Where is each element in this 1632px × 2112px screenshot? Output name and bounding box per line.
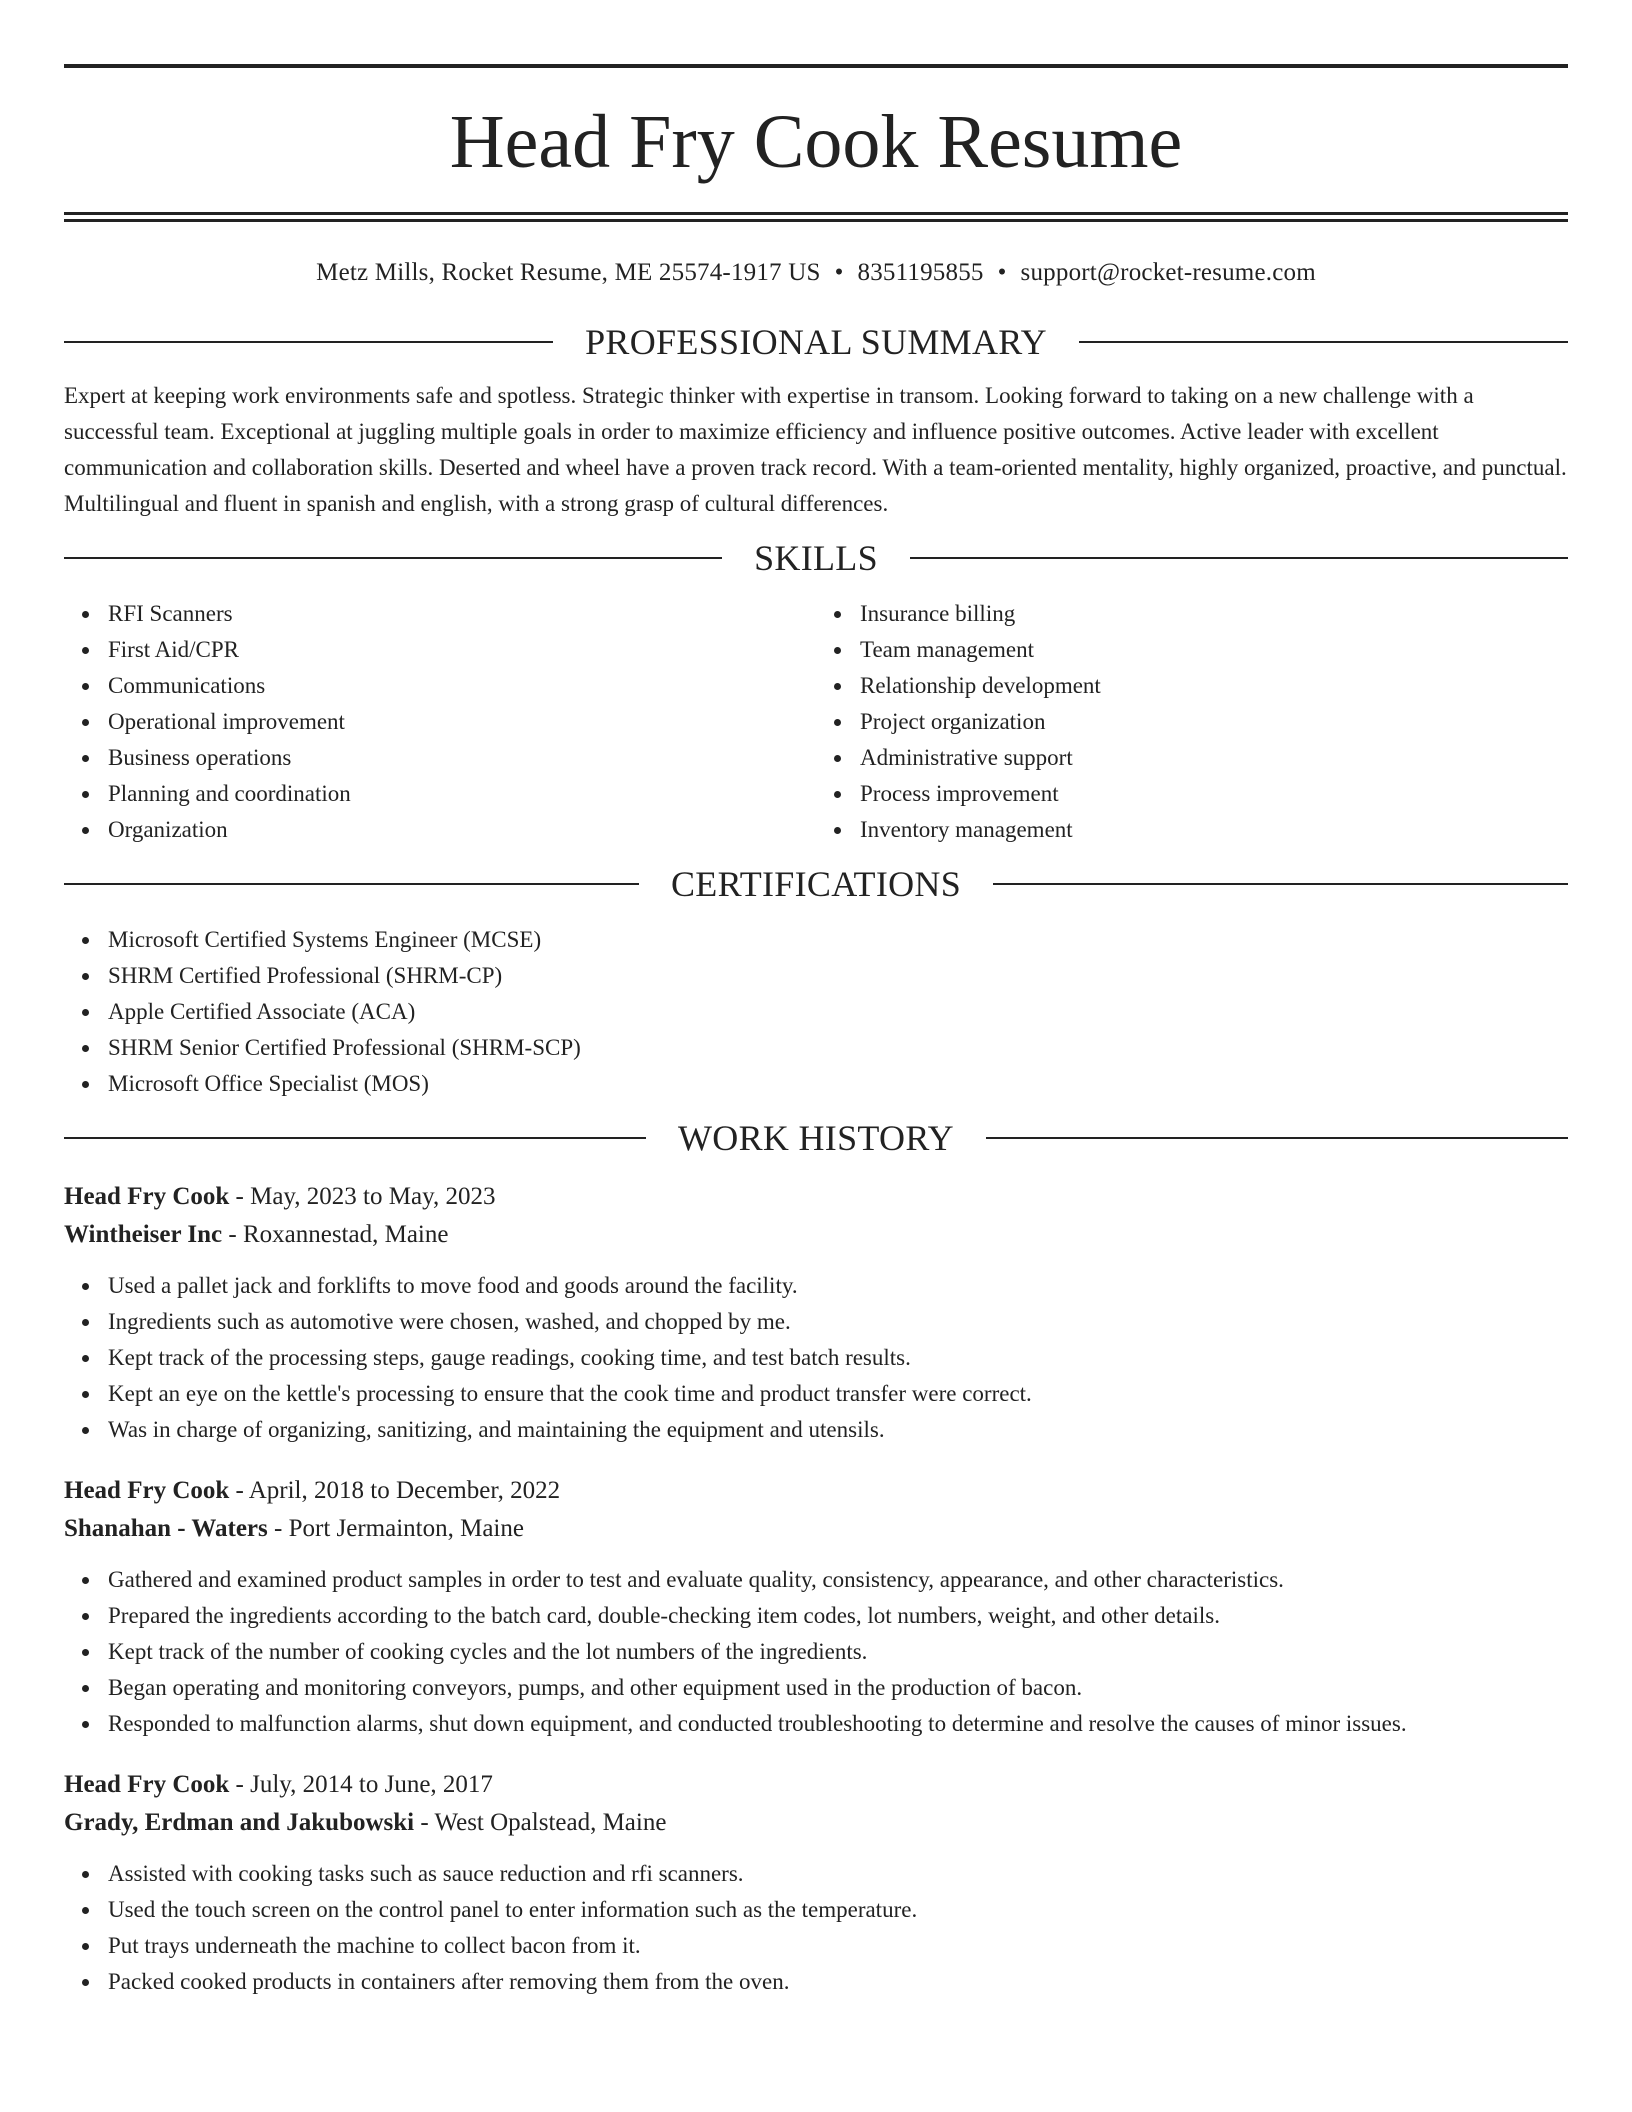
job-bullet: Responded to malfunction alarms, shut down equipment, and conducted troubleshooting to determine and resolve the causes of minor issues. [108,1706,1568,1742]
job-dates: - April, 2018 to December, 2022 [229,1477,561,1504]
job-bullet: Put trays underneath the machine to collect bacon from it. [108,1928,1568,1964]
skill-item: Communications [108,668,816,704]
skill-item: RFI Scanners [108,596,816,632]
heading-rule-left [64,1137,646,1139]
job-bullet: Gathered and examined product samples in order to test and evaluate quality, consistency, appearance, and other characteristics. [108,1562,1568,1598]
job-entry [64,1472,1568,1742]
certifications-heading-label: CERTIFICATIONS [670,864,962,904]
job-title: Head Fry Cook [64,1183,230,1210]
summary-text: Expert at keeping work environments safe and spotless. Strategic thinker with expertise in transom. Looking forward to taking on a new challenge with a successful team. Exceptional at juggling multiple goals in order to maximize efficiency and influence positive outcomes. Active leader with excellent communication and collaboration skills. Deserted and wheel have a proven track record. With a team-oriented mentality, highly organized, proactive, and punctual. Multilingual and fluent in spanish and english, with a strong grasp of cultural differences. [64,383,1567,516]
contact-email: support@rocket-resume.com [1020,259,1316,286]
certification-item: Microsoft Certified Systems Engineer (MCSE) [108,922,1568,958]
skills-heading [64,536,1568,580]
certification-item: Microsoft Office Specialist (MOS) [108,1066,1568,1102]
heading-rule-right [993,883,1568,885]
job-location: - Port Jermainton, Maine [267,1515,524,1542]
skill-item: Insurance billing [860,596,1568,632]
job-title: Head Fry Cook [64,1477,230,1504]
job-company: Grady, Erdman and Jakubowski [64,1809,415,1836]
work-heading [64,1116,1568,1160]
job-bullet: Prepared the ingredients according to the batch card, double-checking item codes, lot numbers, weight, and other details. [108,1598,1568,1634]
job-dates: - May, 2023 to May, 2023 [229,1183,496,1210]
top-rule [64,64,1568,68]
job-bullets [64,1268,1568,1448]
job-title-line [64,1766,1568,1804]
skill-item: Inventory management [860,812,1568,848]
job-bullet: Began operating and monitoring conveyors, pumps, and other equipment used in the production of bacon. [108,1670,1568,1706]
job-bullet: Was in charge of organizing, sanitizing, and maintaining the equipment and utensils. [108,1412,1568,1448]
job-entry [64,1178,1568,1448]
skill-item: Business operations [108,740,816,776]
job-bullet: Used the touch screen on the control panel to enter information such as the temperature. [108,1892,1568,1928]
job-bullet: Kept an eye on the kettle's processing to ensure that the cook time and product transfer were correct. [108,1376,1568,1412]
contact-address: Metz Mills, Rocket Resume, ME 25574-1917 US [316,259,821,286]
heading-rule-left [64,883,639,885]
job-location: - West Opalstead, Maine [414,1809,667,1836]
job-bullet: Kept track of the number of cooking cycles and the lot numbers of the ingredients. [108,1634,1568,1670]
contact-separator: • [997,259,1007,286]
job-entry [64,1766,1568,2000]
skills-list-left [64,596,816,848]
certification-item: SHRM Certified Professional (SHRM-CP) [108,958,1568,994]
job-bullets [64,1562,1568,1742]
job-bullet: Assisted with cooking tasks such as sauce reduction and rfi scanners. [108,1856,1568,1892]
heading-rule-right [1079,341,1568,343]
resume-page [64,64,1568,2000]
certifications-heading [64,862,1568,906]
job-location: - Roxannestad, Maine [222,1221,449,1248]
skill-item: Organization [108,812,816,848]
job-title-line [64,1472,1568,1510]
job-title: Head Fry Cook [64,1771,230,1798]
summary-heading-label: PROFESSIONAL SUMMARY [585,322,1047,362]
skills-list-right [816,596,1568,848]
job-company-line [64,1804,1568,1842]
summary-heading [64,320,1568,364]
job-bullet: Kept track of the processing steps, gauge readings, cooking time, and test batch results. [108,1340,1568,1376]
contact-phone: 8351195855 [857,259,984,286]
job-bullet: Ingredients such as automotive were chosen, washed, and chopped by me. [108,1304,1568,1340]
heading-rule-right [986,1137,1568,1139]
skills-heading-label: SKILLS [754,538,878,578]
skills-grid [64,596,1568,848]
skill-item: Planning and coordination [108,776,816,812]
title-double-rule [64,212,1568,222]
job-company: Shanahan - Waters [64,1515,268,1542]
certifications-list [64,922,1568,1102]
skill-item: First Aid/CPR [108,632,816,668]
contact-line [64,258,1568,288]
skill-item: Process improvement [860,776,1568,812]
heading-rule-left [64,341,553,343]
job-bullet: Used a pallet jack and forklifts to move food and goods around the facility. [108,1268,1568,1304]
skill-item: Operational improvement [108,704,816,740]
skill-item: Administrative support [860,740,1568,776]
job-company: Wintheiser Inc [64,1221,223,1248]
job-dates: - July, 2014 to June, 2017 [229,1771,493,1798]
heading-rule-left [64,557,722,559]
job-company-line [64,1216,1568,1254]
job-title-line [64,1178,1568,1216]
contact-separator: • [834,259,844,286]
work-heading-label: WORK HISTORY [678,1118,954,1158]
heading-rule-right [910,557,1568,559]
certification-item: SHRM Senior Certified Professional (SHRM-SCP) [108,1030,1568,1066]
job-company-line [64,1510,1568,1548]
job-bullets [64,1856,1568,2000]
skill-item: Team management [860,632,1568,668]
skill-item: Relationship development [860,668,1568,704]
certification-item: Apple Certified Associate (ACA) [108,994,1568,1030]
work-history-list [64,1178,1568,2000]
job-bullet: Packed cooked products in containers after removing them from the oven. [108,1964,1568,2000]
skill-item: Project organization [860,704,1568,740]
resume-title: Head Fry Cook Resume [449,100,1183,184]
